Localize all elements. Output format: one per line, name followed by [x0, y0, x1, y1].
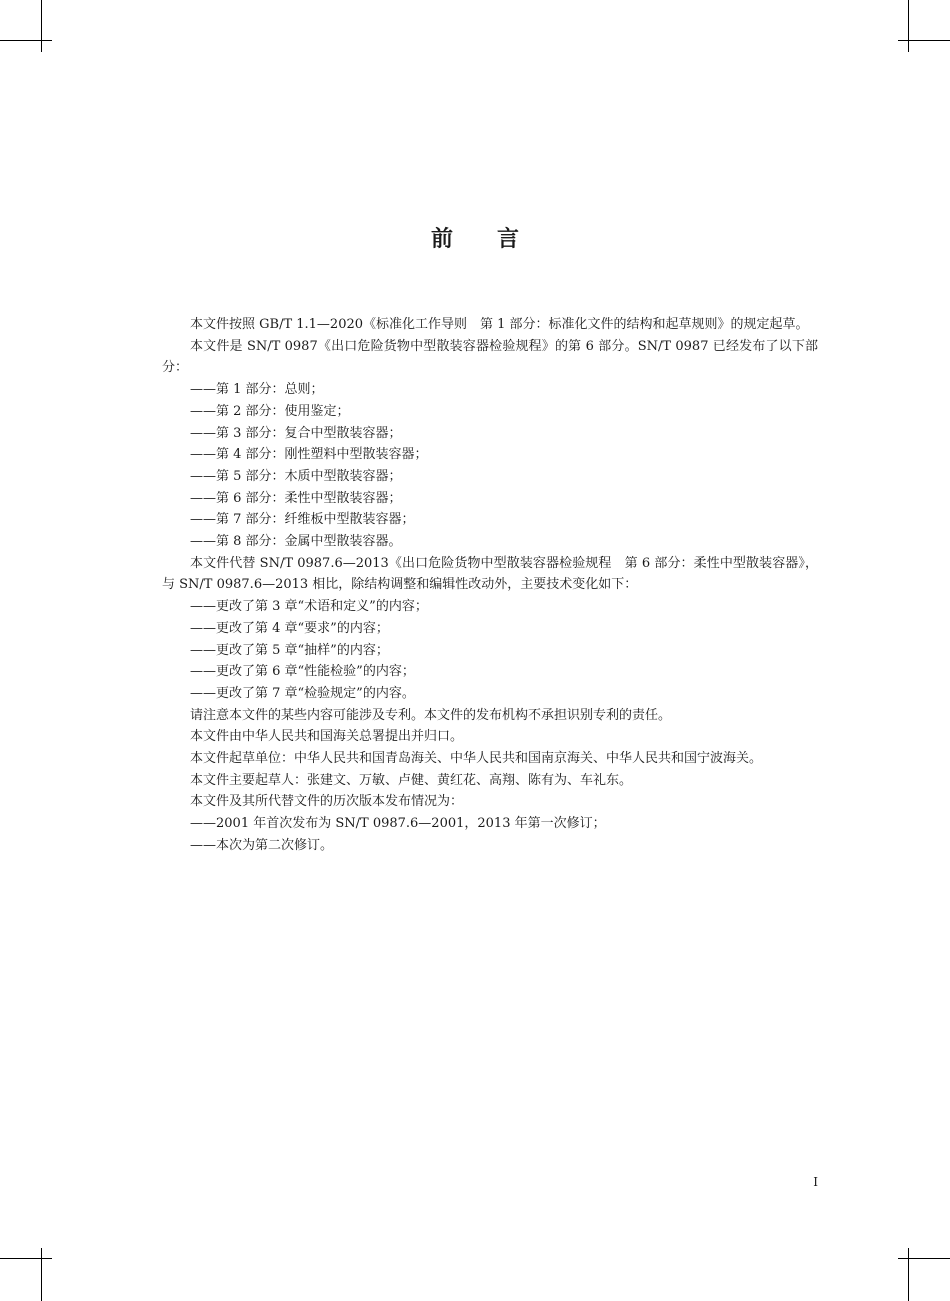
list-item-history-1: ——2001 年首次发布为 SN/T 0987.6—2001，2013 年第一次修订；: [190, 816, 606, 832]
page-title: [0, 222, 950, 253]
list-item-change-5: ——更改了第 7 章“检验规定”的内容。: [190, 685, 415, 701]
list-item-part-7: ——第 7 部分：纤维板中型散装容器；: [190, 512, 415, 528]
list-item-change-2: ——更改了第 4 章“要求”的内容；: [190, 620, 389, 636]
paragraph-history-intro: 本文件及其所代替文件的历次版本发布情况为：: [190, 794, 464, 810]
list-item-part-4: ——第 4 部分：刚性塑料中型散装容器；: [190, 447, 428, 463]
list-item-change-1: ——更改了第 3 章“术语和定义”的内容；: [190, 599, 428, 615]
list-item-part-3: ——第 3 部分：复合中型散装容器；: [190, 425, 402, 441]
list-item-change-3: ——更改了第 5 章“抽样”的内容；: [190, 642, 389, 658]
foreword-body: [162, 314, 818, 857]
list-item-part-6: ——第 6 部分：柔性中型散装容器；: [190, 490, 402, 506]
page-number: I: [813, 1175, 818, 1189]
paragraph-drafters: 本文件主要起草人：张建文、万敏、卢健、黄红花、高翔、陈有为、车礼东。: [190, 772, 633, 788]
paragraph-drafting-rules: 本文件按照 GB/T 1.1—2020《标准化工作导则 第 1 部分：标准化文件的结构和起草规则》的规定起草。: [190, 317, 809, 332]
title-char-2: 言: [497, 227, 520, 252]
paragraph-drafting-units: 本文件起草单位：中华人民共和国青岛海关、中华人民共和国南京海关、中华人民共和国宁波海关。: [190, 751, 763, 767]
list-item-part-5: ——第 5 部分：木质中型散装容器；: [190, 468, 402, 484]
title-char-1: 前: [430, 227, 453, 252]
paragraph-patent-notice: 请注意本文件的某些内容可能涉及专利。本文件的发布机构不承担识别专利的责任。: [190, 707, 672, 723]
paragraph-series-intro: 本文件是 SN/T 0987《出口危险货物中型散装容器检验规程》的第 6 部分。SN/T 0987 已经发布了以下部分：: [162, 338, 818, 376]
paragraph-proposer: 本文件由中华人民共和国海关总署提出并归口。: [190, 729, 464, 745]
list-item-part-1: ——第 1 部分：总则；: [190, 382, 324, 398]
paragraph-replaces: 本文件代替 SN/T 0987.6—2013《出口危险货物中型散装容器检验规程 第 6 部分：柔性中型散装容器》，与 SN/T 0987.6—2013 相比，除结构调整和编辑性改动外，主要技术变化如下：: [162, 555, 818, 593]
list-item-part-8: ——第 8 部分：金属中型散装容器。: [190, 534, 402, 550]
list-item-change-4: ——更改了第 6 章“性能检验”的内容；: [190, 664, 415, 680]
list-item-history-2: ——本次为第二次修订。: [190, 837, 334, 853]
list-item-part-2: ——第 2 部分：使用鉴定；: [190, 403, 350, 419]
